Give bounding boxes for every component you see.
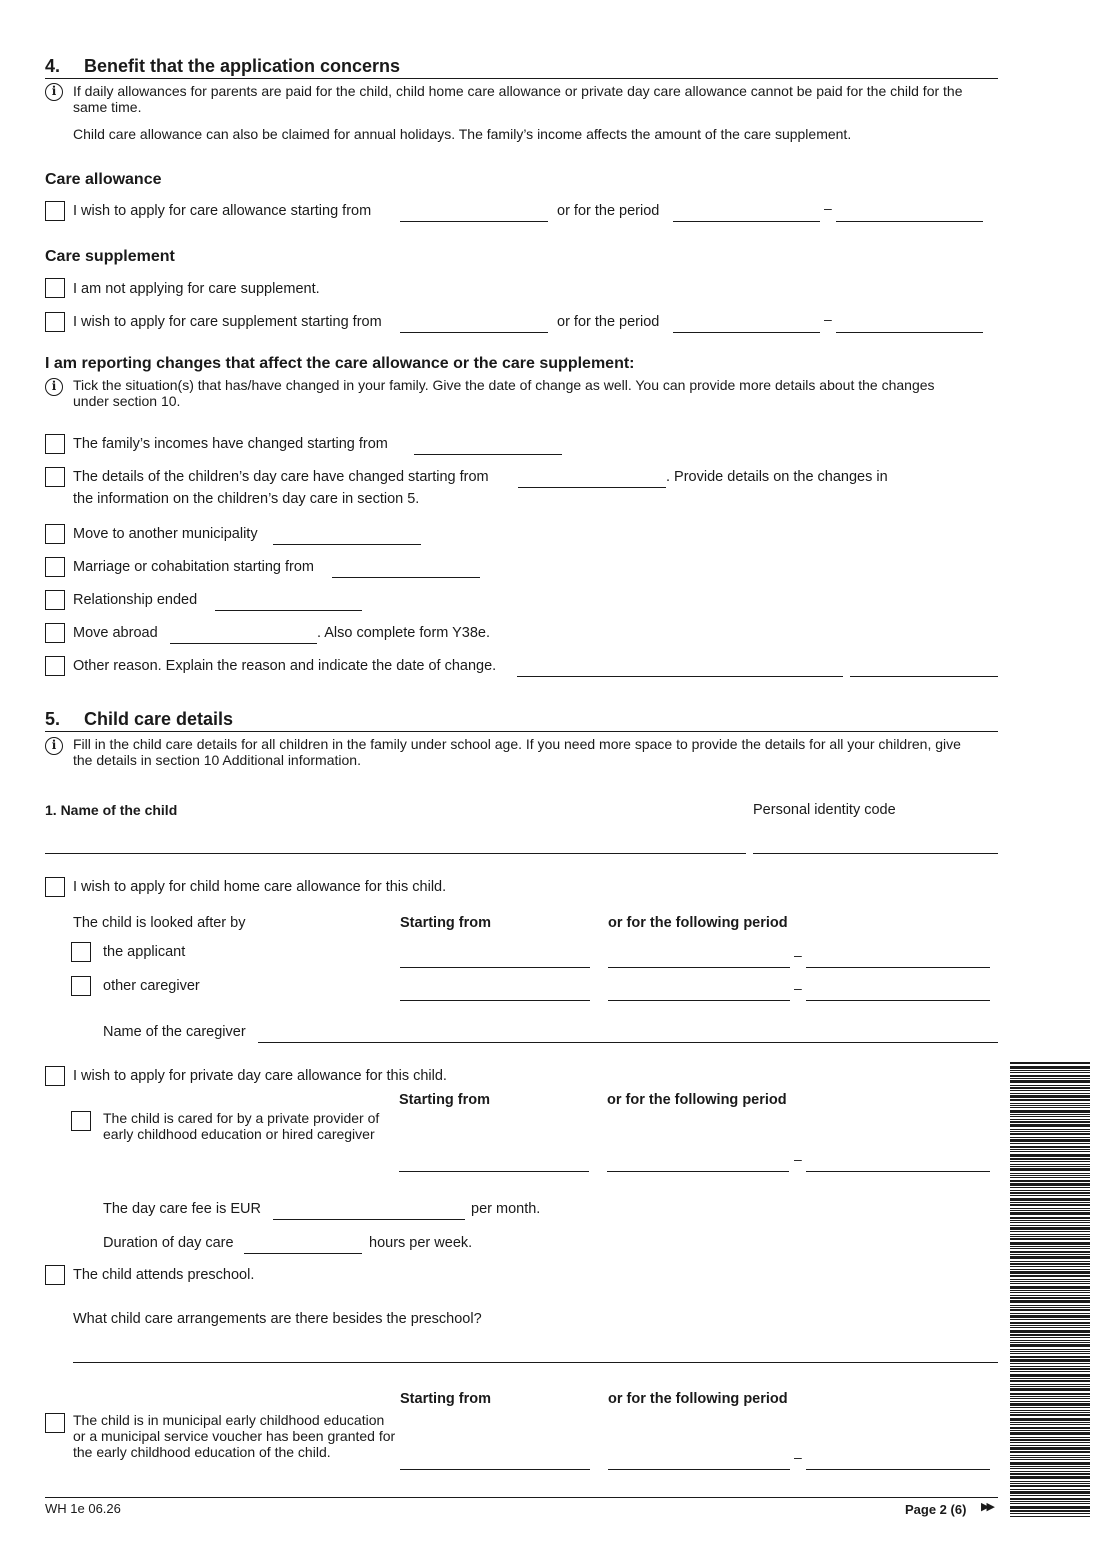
section-5-info-text: Fill in the child care details for all children in the family under school age. If you need more space to provide the details for all your children, give the details in section 10 Additional information. — [73, 736, 961, 768]
page-number: Page 2 (6) — [905, 1502, 967, 1517]
other-reason-checkbox[interactable] — [45, 656, 65, 676]
info-icon: i — [45, 737, 63, 755]
private-provider-label: The child is cared for by a private provider of early childhood education or hired caregiver — [103, 1110, 380, 1142]
barcode-bar — [1010, 1271, 1090, 1274]
barcode-bar — [1010, 1307, 1090, 1308]
barcode-bar — [1010, 1459, 1090, 1460]
day-care-changed-date-field[interactable] — [518, 487, 666, 488]
private-period-start-field[interactable] — [607, 1171, 789, 1172]
private-provider-checkbox[interactable] — [71, 1111, 91, 1131]
move-municipality-checkbox[interactable] — [45, 524, 65, 544]
barcode-bar — [1010, 1198, 1090, 1201]
marriage-date-field[interactable] — [332, 577, 480, 578]
care-allowance-period-start-field[interactable] — [673, 221, 820, 222]
barcode-bar — [1010, 1256, 1090, 1259]
barcode-bar — [1010, 1337, 1090, 1338]
barcode-bar — [1010, 1468, 1090, 1469]
barcode-bar — [1010, 1078, 1090, 1079]
barcode-bar — [1010, 1410, 1090, 1411]
barcode-bar — [1010, 1344, 1090, 1347]
barcode-bar — [1010, 1366, 1090, 1367]
barcode-bar — [1010, 1422, 1090, 1423]
move-abroad-label: Move abroad — [73, 625, 158, 641]
barcode-bar — [1010, 1455, 1090, 1456]
care-allowance-period-end-field[interactable] — [836, 221, 983, 222]
barcode-bar — [1010, 1095, 1090, 1098]
other-caregiver-period-start-field[interactable] — [608, 1000, 790, 1001]
marriage-checkbox[interactable] — [45, 557, 65, 577]
barcode-bar — [1010, 1222, 1090, 1223]
barcode-bar — [1010, 1202, 1090, 1203]
marriage-label: Marriage or cohabitation starting from — [73, 559, 314, 575]
section-5-number: 5. — [45, 709, 61, 729]
form-code: WH 1e 06.26 — [45, 1501, 121, 1516]
barcode-bar — [1010, 1204, 1090, 1206]
barcode-bar — [1010, 1407, 1090, 1408]
barcode-bar — [1010, 1124, 1090, 1127]
barcode-bar — [1010, 1384, 1090, 1385]
barcode-bar — [1010, 1283, 1090, 1284]
other-caregiver-label: other caregiver — [103, 978, 200, 994]
preschool-question: What child care arrangements are there besides the preschool? — [73, 1311, 482, 1327]
barcode-bar — [1010, 1217, 1090, 1219]
barcode-bar — [1010, 1129, 1090, 1130]
home-care-label: I wish to apply for child home care allowance for this child. — [73, 879, 447, 895]
barcode-bar — [1010, 1327, 1090, 1328]
barcode-bar — [1010, 1154, 1090, 1157]
day-care-fee-suffix: per month. — [471, 1201, 541, 1217]
move-abroad-suffix: . Also complete form Y38e. — [317, 625, 491, 641]
barcode-bar — [1010, 1183, 1090, 1186]
not-applying-supplement-checkbox[interactable] — [45, 278, 65, 298]
day-care-changed-checkbox[interactable] — [45, 467, 65, 487]
section-4-info-text: If daily allowances for parents are paid for the child, child home care allowance or private day care allowance cannot be paid for the child for the same time. — [73, 83, 963, 115]
footer-rule — [45, 1497, 998, 1498]
barcode-bar — [1010, 1351, 1090, 1352]
care-supplement-checkbox[interactable] — [45, 312, 65, 332]
private-day-care-checkbox[interactable] — [45, 1066, 65, 1086]
barcode-bar — [1010, 1471, 1090, 1472]
barcode-bar — [1010, 1187, 1090, 1188]
section-5-rule — [45, 731, 998, 732]
barcode-bar — [1010, 1374, 1090, 1377]
info-icon: i — [45, 378, 63, 396]
duration-label: Duration of day care — [103, 1235, 234, 1251]
municipal-period-end-field[interactable] — [806, 1469, 990, 1470]
care-supplement-label: I wish to apply for care supplement starting from — [73, 314, 382, 330]
barcode-bar — [1010, 1075, 1090, 1077]
care-supplement-period-label: or for the period — [557, 314, 660, 330]
barcode-bar — [1010, 1427, 1090, 1429]
barcode-bar — [1010, 1432, 1090, 1435]
relationship-ended-label: Relationship ended — [73, 592, 198, 608]
barcode-bar — [1010, 1286, 1090, 1289]
barcode-bar — [1010, 1238, 1090, 1240]
barcode-bar — [1010, 1231, 1090, 1232]
barcode-bar — [1010, 1363, 1090, 1364]
duration-suffix: hours per week. — [369, 1235, 473, 1251]
municipal-start-field[interactable] — [400, 1469, 590, 1470]
barcode-bar — [1010, 1266, 1090, 1267]
day-care-changed-label: The details of the children’s day care have changed starting from — [73, 469, 489, 485]
barcode-bar — [1010, 1177, 1090, 1178]
barcode-bar — [1010, 1161, 1090, 1162]
barcode-bar — [1010, 1263, 1090, 1265]
barcode-bar — [1010, 1501, 1090, 1502]
barcode-bar — [1010, 1513, 1090, 1514]
barcode-bar — [1010, 1319, 1090, 1320]
barcode-bar — [1010, 1412, 1090, 1413]
other-caregiver-period-end-field[interactable] — [806, 1000, 990, 1001]
preschool-checkbox[interactable] — [45, 1265, 65, 1285]
day-care-changed-line2: the information on the children’s day care in section 5. — [73, 491, 420, 507]
barcode-bar — [1010, 1330, 1090, 1333]
barcode-bar — [1010, 1430, 1090, 1431]
barcode-bar — [1010, 1447, 1090, 1450]
barcode-bar — [1010, 1295, 1090, 1296]
incomes-changed-date-field[interactable] — [414, 454, 562, 455]
barcode-bar — [1010, 1371, 1090, 1372]
relationship-ended-checkbox[interactable] — [45, 590, 65, 610]
barcode-bar — [1010, 1192, 1090, 1194]
barcode-bar — [1010, 1309, 1090, 1311]
barcode-bar — [1010, 1290, 1090, 1291]
barcode-bar — [1010, 1175, 1090, 1176]
caregiver-name-field[interactable] — [258, 1042, 998, 1043]
day-care-changed-suffix: . Provide details on the changes in — [666, 469, 888, 485]
move-municipality-field[interactable] — [273, 544, 421, 545]
other-reason-label: Other reason. Explain the reason and indicate the date of change. — [73, 658, 497, 674]
barcode-bar — [1010, 1080, 1090, 1083]
pic-label: Personal identity code — [753, 802, 896, 818]
barcode-bar — [1010, 1146, 1090, 1148]
barcode-bar — [1010, 1087, 1090, 1089]
incomes-changed-checkbox[interactable] — [45, 434, 65, 454]
section-4-number: 4. — [45, 56, 61, 76]
barcode-bar — [1010, 1225, 1090, 1226]
move-abroad-checkbox[interactable] — [45, 623, 65, 643]
caregiver-name-label: Name of the caregiver — [103, 1024, 246, 1040]
barcode-bar — [1010, 1208, 1090, 1209]
barcode-bar — [1010, 1248, 1090, 1249]
barcode-bar — [1010, 1227, 1090, 1230]
barcode-bar — [1010, 1297, 1090, 1299]
applicant-checkbox[interactable] — [71, 942, 91, 962]
barcode-bar — [1010, 1234, 1090, 1235]
barcode-bar — [1010, 1398, 1090, 1399]
barcode-bar — [1010, 1164, 1090, 1165]
barcode-bar — [1010, 1388, 1090, 1391]
barcode-bar — [1010, 1445, 1090, 1446]
private-start-field[interactable] — [399, 1171, 589, 1172]
home-care-checkbox[interactable] — [45, 877, 65, 897]
barcode-bar — [1010, 1334, 1090, 1336]
applicant-label: the applicant — [103, 944, 186, 960]
barcode-bar — [1010, 1473, 1090, 1475]
barcode-bar — [1010, 1173, 1090, 1174]
barcode-bar — [1010, 1498, 1090, 1500]
barcode-bar — [1010, 1396, 1090, 1397]
barcode-bar — [1010, 1269, 1090, 1270]
barcode-bar — [1010, 1451, 1090, 1453]
double-arrow-right-icon: ▶▶ — [981, 1501, 992, 1513]
other-caregiver-checkbox[interactable] — [71, 976, 91, 996]
barcode-bar — [1010, 1380, 1090, 1382]
day-care-fee-label: The day care fee is EUR — [103, 1201, 261, 1217]
barcode-bar — [1010, 1190, 1090, 1191]
barcode-bar — [1010, 1180, 1090, 1182]
barcode-bar — [1010, 1072, 1090, 1073]
barcode-bar — [1010, 1300, 1090, 1303]
care-supplement-heading: Care supplement — [45, 248, 175, 265]
barcode-bar — [1010, 1105, 1090, 1106]
care-allowance-label: I wish to apply for care allowance starting from — [73, 203, 372, 219]
barcode-bar — [1010, 1466, 1090, 1467]
starting-from-header: Starting from — [399, 1092, 491, 1108]
following-period-header: or for the following period — [607, 1092, 787, 1108]
barcode-bar — [1010, 1158, 1090, 1160]
relationship-ended-date-field[interactable] — [215, 610, 362, 611]
barcode-bar — [1010, 1401, 1090, 1402]
barcode-bar — [1010, 1491, 1090, 1494]
barcode-bar — [1010, 1495, 1090, 1496]
period-dash: – — [794, 1449, 802, 1465]
barcode-bar — [1010, 1168, 1090, 1171]
barcode-bar — [1010, 1322, 1090, 1324]
barcode-bar — [1010, 1442, 1090, 1443]
other-reason-field[interactable] — [517, 676, 843, 677]
move-abroad-date-field[interactable] — [170, 643, 317, 644]
barcode-bar — [1010, 1485, 1090, 1487]
barcode-bar — [1010, 1107, 1090, 1108]
barcode-bar — [1010, 1313, 1090, 1314]
care-allowance-checkbox[interactable] — [45, 201, 65, 221]
care-allowance-heading: Care allowance — [45, 171, 162, 188]
barcode-bar — [1010, 1143, 1090, 1144]
barcode-bar — [1010, 1476, 1090, 1479]
period-dash: – — [824, 311, 832, 327]
barcode-icon — [1010, 1062, 1090, 1518]
applicant-start-field[interactable] — [400, 967, 590, 968]
barcode-bar — [1010, 1275, 1090, 1277]
barcode-bar — [1010, 1166, 1090, 1167]
starting-from-header: Starting from — [400, 1391, 492, 1407]
changes-info-text: Tick the situation(s) that has/have changed in your family. Give the date of change as well. You can provide more details about the changes under section 10. — [73, 377, 935, 409]
barcode-bar — [1010, 1424, 1090, 1425]
barcode-bar — [1010, 1254, 1090, 1255]
barcode-bar — [1010, 1516, 1090, 1517]
barcode-bar — [1010, 1315, 1090, 1318]
barcode-bar — [1010, 1212, 1090, 1215]
incomes-changed-label: The family’s incomes have changed starting from — [73, 436, 388, 452]
period-dash: – — [794, 947, 802, 963]
barcode-bar — [1010, 1151, 1090, 1152]
barcode-bar — [1010, 1340, 1090, 1341]
preschool-arrangements-field[interactable] — [73, 1362, 998, 1363]
section-4-title: Benefit that the application concerns — [84, 56, 401, 76]
care-supplement-period-start-field[interactable] — [673, 332, 820, 333]
private-period-end-field[interactable] — [806, 1171, 990, 1172]
period-dash: – — [794, 1151, 802, 1167]
barcode-bar — [1010, 1439, 1090, 1441]
barcode-bar — [1010, 1393, 1090, 1395]
barcode-bar — [1010, 1070, 1090, 1071]
barcode-bar — [1010, 1462, 1090, 1465]
barcode-bar — [1010, 1349, 1090, 1350]
barcode-bar — [1010, 1457, 1090, 1458]
municipal-period-start-field[interactable] — [608, 1469, 790, 1470]
barcode-bar — [1010, 1220, 1090, 1221]
barcode-bar — [1010, 1305, 1090, 1306]
barcode-bar — [1010, 1066, 1090, 1069]
barcode-bar — [1010, 1368, 1090, 1370]
following-period-header: or for the following period — [608, 915, 788, 931]
care-allowance-start-field[interactable] — [400, 221, 548, 222]
duration-field[interactable] — [244, 1253, 362, 1254]
barcode-bar — [1010, 1251, 1090, 1253]
barcode-bar — [1010, 1292, 1090, 1293]
other-reason-date-field[interactable] — [850, 676, 998, 677]
barcode-bar — [1010, 1261, 1090, 1262]
municipal-checkbox[interactable] — [45, 1413, 65, 1433]
barcode-bar — [1010, 1359, 1090, 1362]
barcode-bar — [1010, 1246, 1090, 1247]
barcode-bar — [1010, 1386, 1090, 1387]
barcode-bar — [1010, 1353, 1090, 1354]
barcode-bar — [1010, 1116, 1090, 1117]
barcode-bar — [1010, 1503, 1090, 1504]
section-5-title: Child care details — [84, 709, 234, 729]
section-4-rule — [45, 78, 998, 79]
applicant-period-start-field[interactable] — [608, 967, 790, 968]
barcode-bar — [1010, 1139, 1090, 1142]
barcode-bar — [1010, 1121, 1090, 1123]
barcode-bar — [1010, 1110, 1090, 1113]
move-municipality-label: Move to another municipality — [73, 526, 258, 542]
barcode-bar — [1010, 1481, 1090, 1482]
barcode-bar — [1010, 1418, 1090, 1421]
info-icon: i — [45, 83, 63, 101]
barcode-bar — [1010, 1119, 1090, 1120]
barcode-bar — [1010, 1210, 1090, 1211]
barcode-bar — [1010, 1281, 1090, 1282]
changes-heading: I am reporting changes that affect the care allowance or the care supplement: — [45, 355, 635, 372]
child-name-field[interactable] — [45, 853, 746, 854]
barcode-bar — [1010, 1149, 1090, 1150]
barcode-bar — [1010, 1093, 1090, 1094]
barcode-bar — [1010, 1356, 1090, 1358]
private-day-care-label: I wish to apply for private day care allowance for this child. — [73, 1068, 447, 1084]
barcode-bar — [1010, 1489, 1090, 1490]
care-supplement-period-end-field[interactable] — [836, 332, 983, 333]
barcode-bar — [1010, 1195, 1090, 1196]
barcode-bar — [1010, 1137, 1090, 1138]
not-applying-supplement-label: I am not applying for care supplement. — [73, 281, 320, 297]
section-4-info-text-2: Child care allowance can also be claimed for annual holidays. The family’s income affects the amount of the care supplement. — [73, 126, 852, 142]
barcode-bar — [1010, 1103, 1090, 1104]
barcode-bar — [1010, 1099, 1090, 1101]
barcode-bar — [1010, 1236, 1090, 1237]
starting-from-header: Starting from — [400, 915, 492, 931]
following-period-header: or for the following period — [608, 1391, 788, 1407]
barcode-bar — [1010, 1131, 1090, 1132]
applicant-period-end-field[interactable] — [806, 967, 990, 968]
barcode-bar — [1010, 1403, 1090, 1406]
barcode-bar — [1010, 1133, 1090, 1135]
preschool-label: The child attends preschool. — [73, 1267, 255, 1283]
barcode-bar — [1010, 1325, 1090, 1326]
day-care-fee-field[interactable] — [273, 1219, 465, 1220]
barcode-bar — [1010, 1090, 1090, 1091]
barcode-bar — [1010, 1378, 1090, 1379]
barcode-bar — [1010, 1510, 1090, 1512]
barcode-bar — [1010, 1242, 1090, 1245]
period-dash: – — [794, 980, 802, 996]
pic-field[interactable] — [753, 853, 998, 854]
other-caregiver-start-field[interactable] — [400, 1000, 590, 1001]
barcode-bar — [1010, 1114, 1090, 1115]
barcode-bar — [1010, 1437, 1090, 1438]
municipal-label: The child is in municipal early childhood education or a municipal service voucher has been granted for the early childhood education of the child. — [73, 1412, 396, 1460]
care-supplement-start-field[interactable] — [400, 332, 548, 333]
period-dash: – — [824, 200, 832, 216]
barcode-bar — [1010, 1062, 1090, 1064]
child-name-label: 1. Name of the child — [45, 802, 178, 818]
barcode-bar — [1010, 1279, 1090, 1280]
care-allowance-period-label: or for the period — [557, 203, 660, 219]
looked-after-label: The child is looked after by — [73, 915, 246, 931]
barcode-bar — [1010, 1506, 1090, 1509]
barcode-bar — [1010, 1414, 1090, 1416]
barcode-bar — [1010, 1085, 1090, 1086]
barcode-bar — [1010, 1483, 1090, 1484]
barcode-bar — [1010, 1342, 1090, 1343]
